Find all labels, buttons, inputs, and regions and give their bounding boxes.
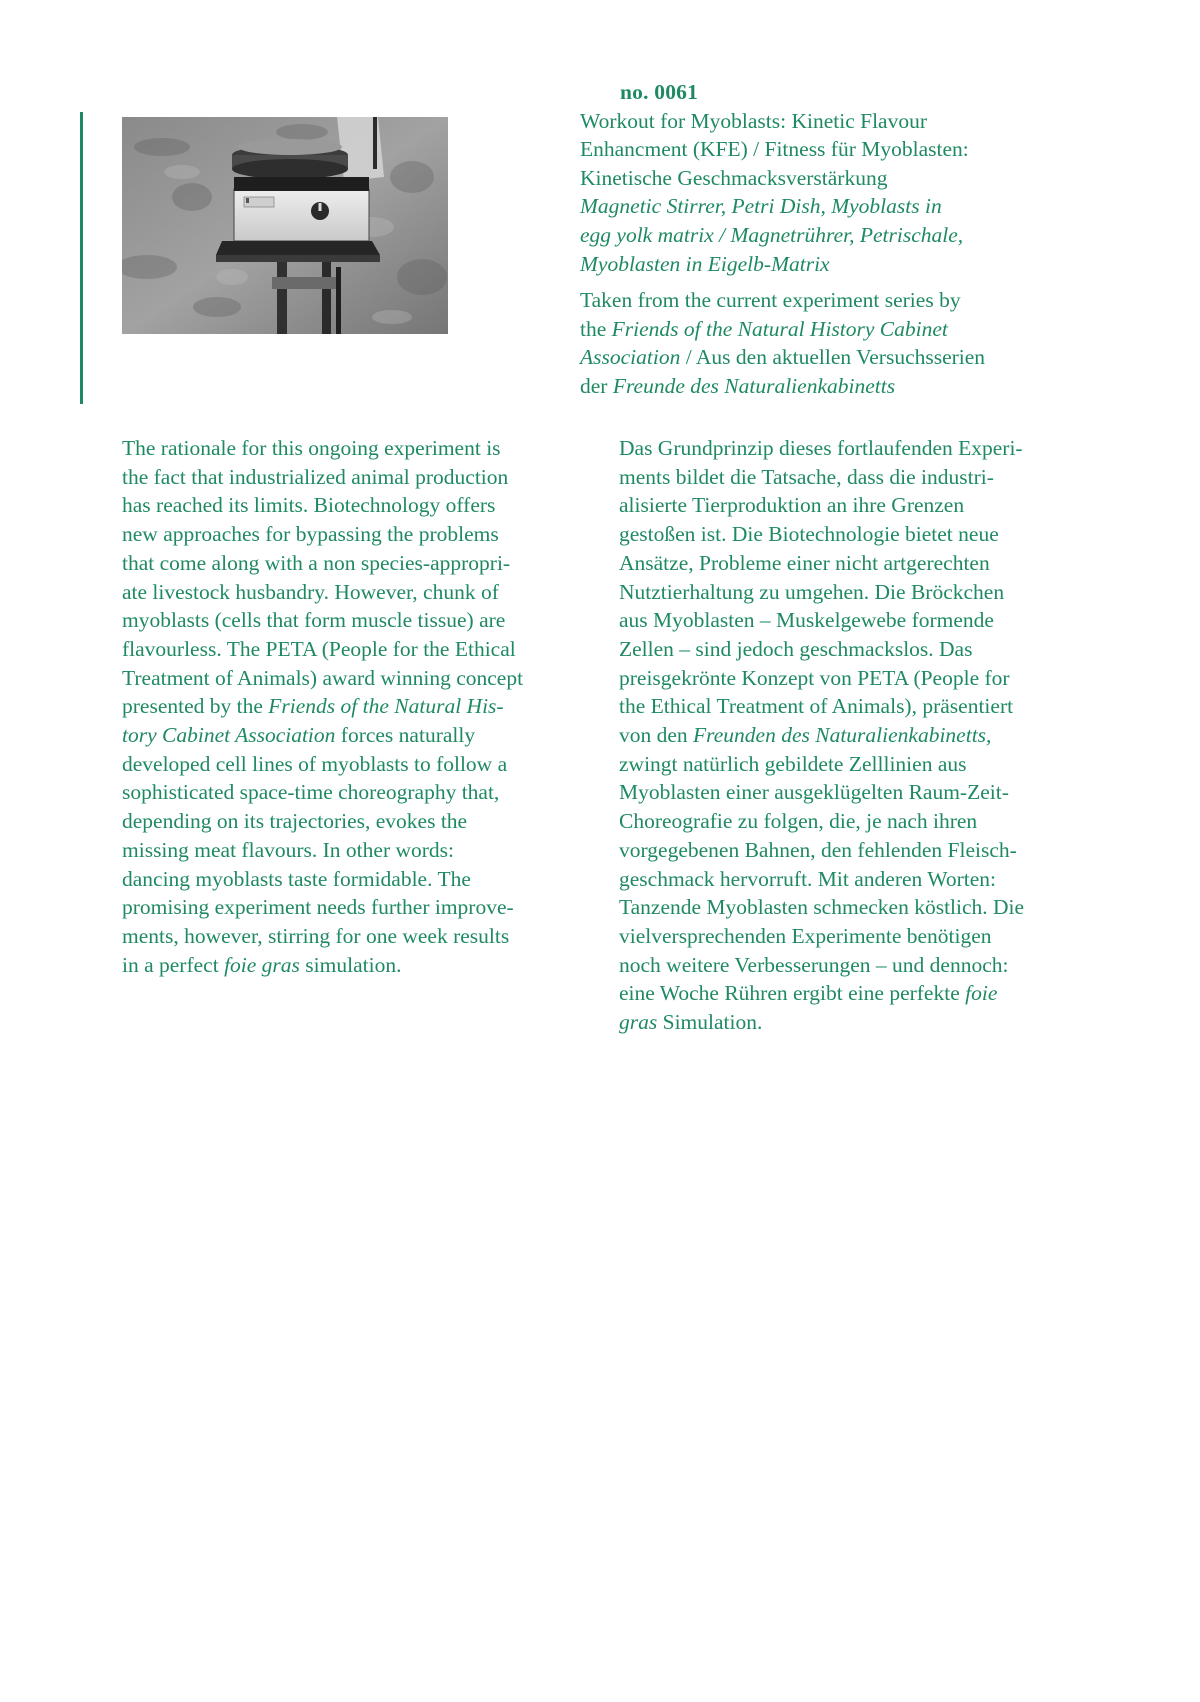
body-line: has reached its limits. Biotechnology offers [122,493,496,518]
entry-title-line: Workout for Myoblasts: Kinetic Flavour [580,108,928,133]
entry-materials-line: Magnetic Stirrer, Petri Dish, Myoblasts in [580,194,942,219]
body-line: flavourless. The PETA (People for the Ethical [122,636,516,661]
body-line: ments, however, stirring for one week results [122,923,510,948]
body-line: gestoßen ist. Die Biotechnologie bietet neue [619,522,999,547]
source-text: the [580,316,612,341]
source-italic: Association [580,345,681,370]
body-italic: foie [965,981,998,1006]
accent-vertical-rule [80,112,83,404]
body-line: Nutztierhaltung zu umgehen. Die Bröckchen [619,579,1005,604]
body-italic: foie gras [224,952,300,977]
body-line [619,1008,1099,1037]
body-line: depending on its trajectories, evokes the [122,809,468,834]
body-line: Das Grundprinzip dieses fortlaufenden Experi- [619,436,1023,460]
body-line: vielversprechenden Experimente benötigen [619,923,992,948]
body-text: eine Woche Rühren ergibt eine perfekte [619,981,966,1006]
body-line: vorgegebenen Bahnen, den fehlenden Fleisch- [619,837,1017,862]
body-italic: tory Cabinet Association [122,723,336,748]
body-line: myoblasts (cells that form muscle tissue) are [122,608,506,633]
magnetic-stirrer-photo [122,117,448,334]
body-line [122,721,592,750]
body-text: von den [619,723,694,748]
entry-title-line: Enhancment (KFE) / Fitness für Myoblasten: [580,137,969,162]
body-line: sophisticated space-time choreography that, [122,780,500,805]
body-text: in a perfect [122,952,225,977]
entry-materials-line: egg yolk matrix / Magnetrührer, Petrischale, [580,222,964,247]
body-italic: gras [619,1010,658,1035]
body-line: Treatment of Animals) award winning concept [122,665,524,690]
body-line: preisgekrönte Konzept von PETA (People for [619,665,1010,690]
body-line: geschmack hervorruft. Mit anderen Worten: [619,866,996,891]
body-english [122,434,592,979]
body-text: simulation. [299,952,402,977]
body-line [619,979,1099,1008]
entry-header [580,78,1120,401]
body-line: zwingt natürlich gebildete Zelllinien aus [619,751,967,776]
body-line: The rationale for this ongoing experiment is [122,436,501,460]
entry-source [580,286,1120,400]
body-italic: Freunden des Naturalienkabinetts, [693,723,992,748]
body-line [619,721,1099,750]
entry-source-line: Taken from the current experiment series by [580,288,961,313]
body-german [619,434,1099,1037]
body-line [122,692,592,721]
body-line: ments bildet die Tatsache, dass die industri- [619,464,994,489]
body-text: Simulation. [657,1010,763,1035]
entry-materials-line: Myoblasten in Eigelb-Matrix [580,251,830,276]
body-line: missing meat flavours. In other words: [122,837,455,862]
entry-source-line [580,372,1120,401]
body-line: noch weitere Verbesserungen – und dennoch: [619,952,1009,977]
source-text: / Aus den aktuellen Versuchsserien [680,345,986,370]
body-line: Ansätze, Probleme einer nicht artgerechten [619,550,990,575]
entry-number: no. 0061 [620,80,699,104]
body-line: the Ethical Treatment of Animals), präsentiert [619,694,1014,719]
body-line: dancing myoblasts taste formidable. The [122,866,471,891]
entry-title [580,107,1120,193]
entry-source-line [580,343,1120,372]
body-line: that come along with a non species-appropri- [122,550,511,575]
body-line: ate livestock husbandry. However, chunk of [122,579,499,604]
body-line: aus Myoblasten – Muskelgewebe formende [619,608,994,633]
body-line: Myoblasten einer ausgeklügelten Raum-Zeit- [619,780,1009,805]
source-italic: Freunde des Naturalienkabinetts [612,373,896,398]
entry-materials [580,192,1120,278]
body-line: the fact that industrialized animal production [122,464,509,489]
entry-title-line: Kinetische Geschmacksverstärkung [580,165,888,190]
body-line: Tanzende Myoblasten schmecken köstlich. Die [619,895,1025,920]
body-text: presented by the [122,694,269,719]
source-text: der [580,373,613,398]
body-line: developed cell lines of myoblasts to follow a [122,751,508,776]
body-line: alisierte Tierproduktion an ihre Grenzen [619,493,965,518]
body-line: promising experiment needs further improve- [122,895,514,920]
source-italic: Friends of the Natural History Cabinet [611,316,948,341]
body-line: new approaches for bypassing the problems [122,522,499,547]
body-line: Zellen – sind jedoch geschmackslos. Das [619,636,973,661]
body-italic: Friends of the Natural His- [268,694,504,719]
body-text: forces naturally [335,723,476,748]
entry-source-line [580,315,1120,344]
body-line: Choreografie zu folgen, die, je nach ihren [619,809,978,834]
body-line [122,951,592,980]
